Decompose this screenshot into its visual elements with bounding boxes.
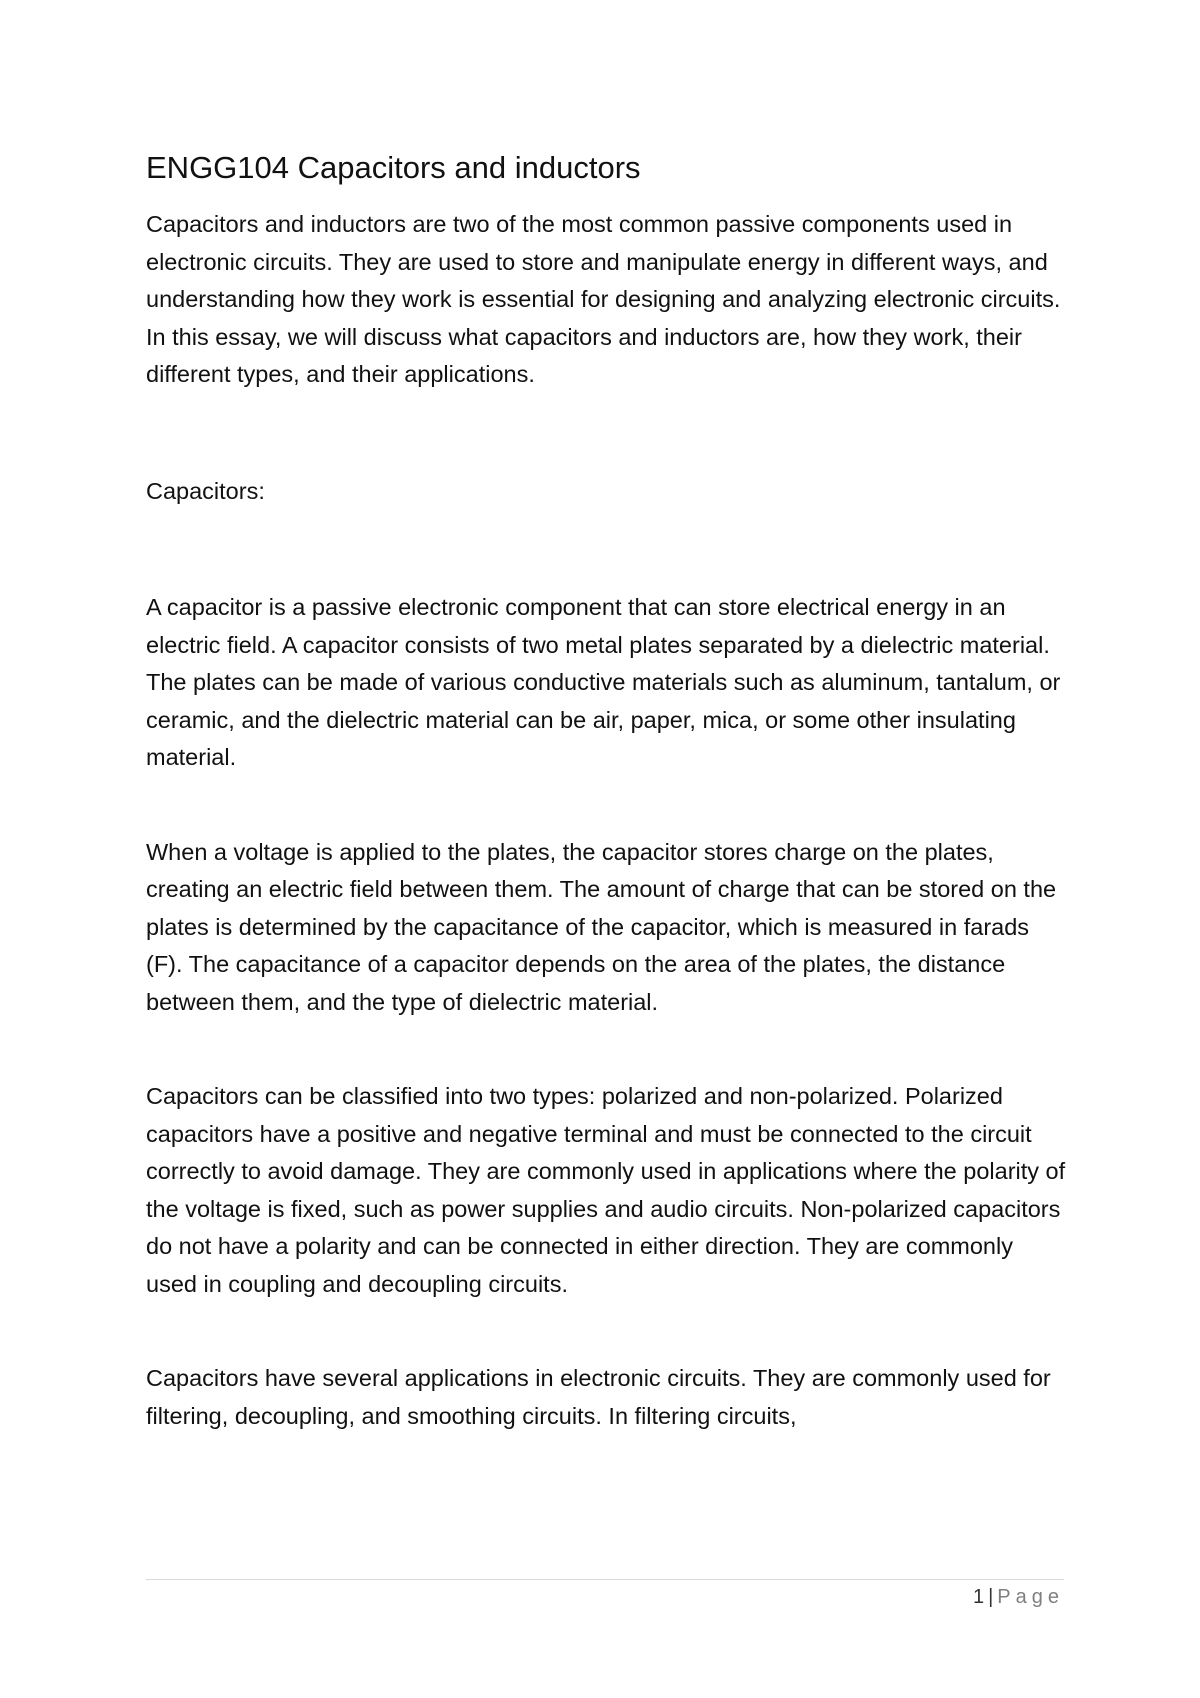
paragraph-capacitor-operation: When a voltage is applied to the plates, the capacitor stores charge on the plates, creating an electric field between them. The amount of charge that can be stored on the plates is determined by the capacitance of the capacitor, which is measured in farads (F). The capacitance of a capacitor depends on the area of the plates, the distance between them, and the type of dielectric material. (146, 838, 1057, 1015)
paragraph-capacitor-types: Capacitors can be classified into two types: polarized and non-polarized. Polarized capacitors have a positive and negative terminal and must be connected to the circuit correctly to avoid damage. They are commonly used in applications where the polarity of the voltage is fixed, such as power supplies and audio circuits. Non-polarized capacitors do not have a polarity and can be connected in either direction. They are commonly used in coupling and decoupling circuits. (146, 1083, 1066, 1297)
paragraph-intro: Capacitors and inductors are two of the most common passive components used in electronic circuits. They are used to store and manipulate energy in different ways, and understanding how they work is essential for designing and analyzing electronic circuits. In this essay, we will discuss what capacitors and inductors are, how they work, their different types, and their applications. (146, 211, 1061, 387)
page-number: 1 (972, 1586, 985, 1608)
page-label: Page (997, 1586, 1064, 1608)
paragraph-capacitor-definition: A capacitor is a passive electronic component that can store electrical energy in an electric field. A capacitor consists of two metal plates separated by a dielectric material. The plates can be made of various conductive materials such as aluminum, tantalum, or ceramic, and the dielectric material can be air, paper, mica, or some other insulating material. (146, 594, 1061, 770)
page-separator: | (988, 1586, 994, 1608)
page-footer (973, 1586, 1064, 1609)
footer-divider (146, 1579, 1064, 1580)
document-body (146, 148, 1066, 1435)
spacer (146, 394, 1066, 473)
document-title: ENGG104 Capacitors and inductors (146, 150, 641, 185)
section-heading-capacitors: Capacitors: (146, 477, 265, 504)
spacer (146, 510, 1066, 589)
spacer (146, 777, 1066, 834)
spacer (146, 1303, 1066, 1360)
spacer (146, 1021, 1066, 1078)
paragraph-capacitor-applications: Capacitors have several applications in electronic circuits. They are commonly used for filtering, decoupling, and smoothing circuits. In filtering circuits, (146, 1365, 1051, 1429)
